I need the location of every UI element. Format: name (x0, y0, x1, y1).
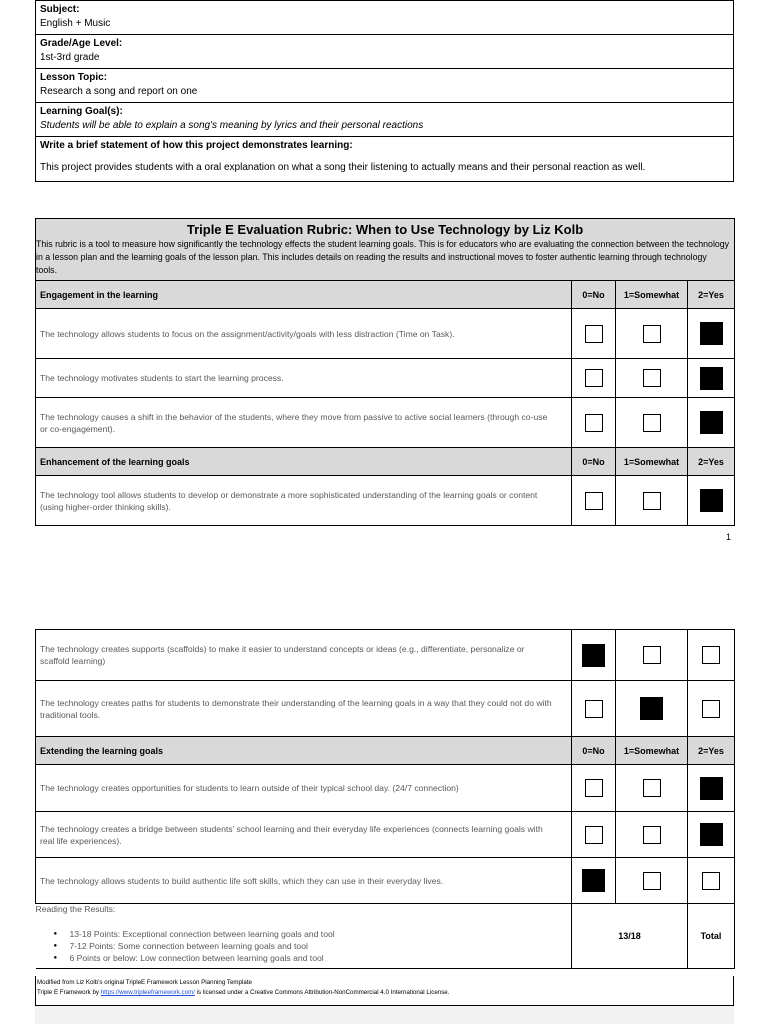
score-cell-yes (688, 359, 735, 398)
checkbox-somewhat[interactable] (643, 646, 661, 664)
criterion-row (36, 765, 735, 812)
checkbox-yes-checked[interactable] (700, 823, 723, 846)
column-somewhat-label: 1=Somewhat (616, 281, 688, 309)
column-no-label: 0=No (572, 448, 616, 476)
checkbox-yes[interactable] (702, 700, 720, 718)
footer-license (37, 988, 733, 998)
criterion-row (36, 309, 735, 359)
criterion-text: The technology creates a bridge between students' school learning and their everyday life experiences (connects learning goals with real life experiences). (36, 812, 572, 858)
score-cell-no (572, 812, 616, 858)
checkbox-no[interactable] (585, 325, 603, 343)
results-row (36, 904, 735, 969)
rubric-table-part2 (35, 629, 735, 969)
score-cell-no (572, 359, 616, 398)
criterion-text: The technology creates opportunities for students to learn outside of their typical school day. (24/7 connection) (36, 765, 572, 812)
checkbox-no[interactable] (585, 779, 603, 797)
score-cell-yes (688, 858, 735, 904)
checkbox-no[interactable] (585, 414, 603, 432)
goals-label: Learning Goal(s): (40, 106, 123, 117)
checkbox-somewhat-checked[interactable] (640, 697, 663, 720)
page-number: 1 (726, 532, 732, 542)
engagement-section (36, 281, 735, 448)
criterion-text: The technology causes a shift in the behavior of the students, where they move from passive to active social learners (through co-use or co-engagement). (36, 398, 572, 448)
total-label: Total (688, 904, 735, 969)
checkbox-somewhat[interactable] (643, 325, 661, 343)
checkbox-somewhat[interactable] (643, 779, 661, 797)
engagement-header: Engagement in the learning (36, 281, 572, 309)
column-yes-label: 2=Yes (688, 737, 735, 765)
column-yes-label: 2=Yes (688, 448, 735, 476)
checkbox-yes[interactable] (702, 646, 720, 664)
criterion-text: The technology creates supports (scaffolds) to make it easier to understand concepts or ideas (e.g., differentiate, personalize or scaffold learning) (36, 630, 572, 681)
criterion-row (36, 681, 735, 737)
score-cell-no (572, 630, 616, 681)
score-cell-somewhat (616, 630, 688, 681)
checkbox-somewhat[interactable] (643, 492, 661, 510)
column-no-label: 0=No (572, 737, 616, 765)
results-item: ● 13-18 Points: Exceptional connection between learning goals and tool (54, 928, 572, 940)
criterion-row (36, 812, 735, 858)
rubric-table-part1 (35, 218, 735, 526)
score-cell-no (572, 398, 616, 448)
statement-row (36, 137, 734, 182)
checkbox-somewhat[interactable] (643, 826, 661, 844)
score-cell-yes (688, 398, 735, 448)
score-cell-no (572, 765, 616, 812)
criterion-row (36, 476, 735, 526)
extension-header: Extending the learning goals (36, 737, 572, 765)
score-cell-yes (688, 765, 735, 812)
score-cell-yes (688, 630, 735, 681)
score-cell-yes (688, 681, 735, 737)
goals-value: Students will be able to explain a song's meaning by lyrics and their personal reactions (40, 120, 424, 131)
enhancement-section (36, 448, 735, 526)
results-title: Reading the Results: (35, 904, 116, 914)
lesson-info-table (35, 0, 734, 182)
subject-row (36, 1, 734, 35)
column-no-label: 0=No (572, 281, 616, 309)
checkbox-no-checked[interactable] (582, 869, 605, 892)
grade-value: 1st-3rd grade (40, 52, 100, 63)
criterion-row (36, 630, 735, 681)
enhancement-header: Enhancement of the learning goals (36, 448, 572, 476)
checkbox-yes-checked[interactable] (700, 367, 723, 390)
score-cell-yes (688, 309, 735, 359)
score-cell-somewhat (616, 765, 688, 812)
footer (35, 976, 734, 1006)
rubric-title-row (36, 219, 735, 281)
page-bottom-strip (35, 1006, 734, 1024)
rubric-intro: This rubric is a tool to measure how significantly the technology effects the student learning goals. This is for educators who are evaluating the connection between the technology in a lesson plan and the learning goals of the lesson plan. This includes details on reading the results and instructional moves to foster authentic learning through technology tools. (36, 239, 730, 275)
criterion-text: The technology allows students to build authentic life soft skills, which they can use in their everyday lives. (36, 858, 572, 904)
extension-header-row (36, 737, 735, 765)
criterion-text: The technology creates paths for students to demonstrate their understanding of the learning goals in a way that they could not do with traditional tools. (36, 681, 572, 737)
topic-row (36, 69, 734, 103)
grade-label: Grade/Age Level: (40, 38, 123, 49)
score-cell-somewhat (616, 359, 688, 398)
score-cell-no (572, 309, 616, 359)
topic-value: Research a song and report on one (40, 86, 198, 97)
criterion-row (36, 858, 735, 904)
criterion-row (36, 359, 735, 398)
score-cell-somewhat (616, 681, 688, 737)
results-item: ● 7-12 Points: Some connection between learning goals and tool (54, 940, 572, 952)
enhancement-section-continued (36, 630, 735, 737)
checkbox-no[interactable] (585, 369, 603, 387)
score-cell-somewhat (616, 309, 688, 359)
checkbox-yes-checked[interactable] (700, 411, 723, 434)
results-list (54, 928, 572, 964)
checkbox-yes-checked[interactable] (700, 489, 723, 512)
subject-value: English + Music (40, 18, 111, 29)
checkbox-somewhat[interactable] (643, 369, 661, 387)
statement-value: This project provides students with a oral explanation on what a song their listening to actually means and their personal reaction as well. (40, 162, 646, 173)
score-cell-no (572, 681, 616, 737)
results-item: ● 6 Points or below: Low connection between learning goals and tool (54, 952, 572, 964)
checkbox-yes[interactable] (702, 872, 720, 890)
goals-row (36, 103, 734, 137)
criterion-text: The technology allows students to focus on the assignment/activity/goals with less distraction (Time on Task). (36, 309, 572, 359)
footer-license-prefix: Triple E Framework by (37, 989, 101, 996)
footer-license-suffix: is licensed under a Creative Commons Attribution-NonCommercial 4.0 International License. (194, 989, 450, 996)
column-somewhat-label: 1=Somewhat (616, 448, 688, 476)
checkbox-no-checked[interactable] (582, 644, 605, 667)
criterion-text: The technology tool allows students to develop or demonstrate a more sophisticated understanding of the learning goals or content (using higher-order thinking skills). (36, 476, 572, 526)
column-yes-label: 2=Yes (688, 281, 735, 309)
footer-link[interactable]: https://www.tripleeframework.com/ (100, 989, 195, 996)
score-cell-no (572, 858, 616, 904)
enhancement-header-row (36, 448, 735, 476)
criterion-text: The technology motivates students to start the learning process. (36, 359, 572, 398)
score-cell-somewhat (616, 812, 688, 858)
checkbox-no[interactable] (585, 492, 603, 510)
statement-label: Write a brief statement of how this project demonstrates learning: (40, 140, 353, 151)
score-cell-somewhat (616, 398, 688, 448)
extension-section (36, 737, 735, 904)
engagement-header-row (36, 281, 735, 309)
criterion-row (36, 398, 735, 448)
checkbox-no[interactable] (585, 700, 603, 718)
score-cell-somewhat (616, 858, 688, 904)
checkbox-somewhat[interactable] (643, 872, 661, 890)
score-cell-yes (688, 812, 735, 858)
rubric-title: Triple E Evaluation Rubric: When to Use Technology by Liz Kolb (186, 222, 584, 237)
checkbox-yes-checked[interactable] (700, 322, 723, 345)
grade-row (36, 35, 734, 69)
checkbox-somewhat[interactable] (643, 414, 661, 432)
footer-credit: Modified from Liz Kolb's original TripleE Framework Lesson Planning Template (37, 979, 252, 986)
total-score: 13/18 (572, 904, 688, 969)
score-cell-yes (688, 476, 735, 526)
topic-label: Lesson Topic: (40, 72, 108, 83)
score-cell-somewhat (616, 476, 688, 526)
score-cell-no (572, 476, 616, 526)
subject-label: Subject: (40, 4, 80, 15)
checkbox-yes-checked[interactable] (700, 777, 723, 800)
checkbox-no[interactable] (585, 826, 603, 844)
column-somewhat-label: 1=Somewhat (616, 737, 688, 765)
